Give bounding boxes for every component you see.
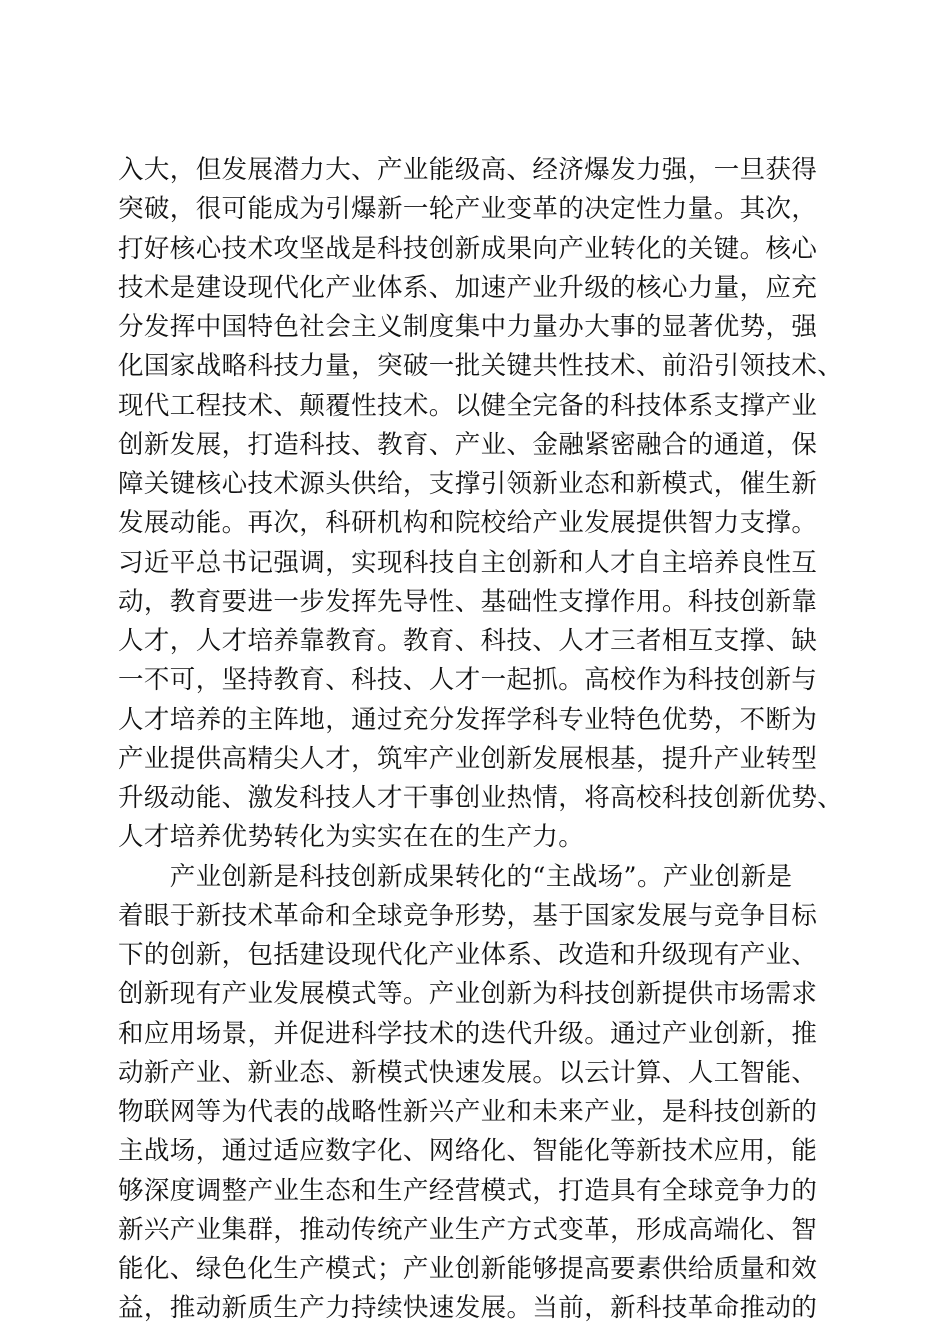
text-line: 化国家战略科技力量，突破一批关键共性技术、前沿引领技术、: [118, 351, 844, 382]
text-line: 习近平总书记强调，实现科技自主创新和人才自主培养良性互: [118, 547, 818, 578]
text-line: 创新发展，打造科技、教育、产业、金融紧密融合的通道，保: [118, 429, 818, 460]
text-line: 一不可，坚持教育、科技、人才一起抓。高校作为科技创新与: [118, 665, 818, 696]
text-line: 主战场，通过适应数字化、网络化、智能化等新技术应用，能: [118, 1136, 818, 1167]
text-line: 人才培养优势转化为实实在在的生产力。: [118, 822, 585, 853]
text-line: 现代工程技术、颠覆性技术。以健全完备的科技体系支撑产业: [118, 390, 818, 421]
text-line: 和应用场景，并促进科学技术的迭代升级。通过产业创新，推: [118, 1018, 818, 1049]
text-line: 物联网等为代表的战略性新兴产业和未来产业，是科技创新的: [118, 1097, 818, 1127]
text-line: 入大，但发展潜力大、产业能级高、经济爆发力强，一旦获得: [118, 155, 818, 185]
body-text: [118, 151, 844, 1329]
paragraph-2: [118, 858, 838, 1329]
text-line: 益，推动新质生产力持续快速发展。当前，新科技革命推动的: [118, 1293, 818, 1324]
text-line: 技术是建设现代化产业体系、加速产业升级的核心力量，应充: [118, 272, 818, 303]
text-line: 够深度调整产业生态和生产经营模式，打造具有全球竞争力的: [118, 1175, 818, 1206]
text-line: 突破，很可能成为引爆新一轮产业变革的决定性力量。其次，: [118, 194, 818, 225]
text-line: 人才培养的主阵地，通过充分发挥学科专业特色优势，不断为: [118, 704, 818, 735]
text-line: 创新现有产业发展模式等。产业创新为科技创新提供市场需求: [118, 979, 818, 1010]
text-line: 产业提供高精尖人才，筑牢产业创新发展根基，提升产业转型: [118, 743, 818, 774]
text-line: 升级动能、激发科技人才干事创业热情，将高校科技创新优势、: [118, 783, 844, 813]
text-line: 新兴产业集群，推动传统产业生产方式变革，形成高端化、智: [118, 1214, 818, 1245]
text-line: 打好核心技术攻坚战是科技创新成果向产业转化的关键。核心: [118, 233, 818, 264]
text-line: 着眼于新技术革命和全球竞争形势，基于国家发展与竞争目标: [118, 900, 818, 931]
text-line: 动，教育要进一步发挥先导性、基础性支撑作用。科技创新靠: [118, 586, 818, 617]
text-line: 发展动能。再次，科研机构和院校给产业发展提供智力支撑。: [118, 508, 818, 539]
text-line: 障关键核心技术源头供给，支撑引领新业态和新模式，催生新: [118, 469, 818, 499]
text-line: 下的创新，包括建设现代化产业体系、改造和升级现有产业、: [118, 940, 818, 970]
text-line: 产业创新是科技创新成果转化的“主战场”。产业创新是: [118, 861, 793, 892]
text-line: 分发挥中国特色社会主义制度集中力量办大事的显著优势，强: [118, 312, 818, 342]
text-line: 人才，人才培养靠教育。教育、科技、人才三者相互支撑、缺: [118, 626, 818, 656]
paragraph-1: [118, 151, 844, 858]
text-line: 能化、绿色化生产模式；产业创新能够提高要素供给质量和效: [118, 1254, 818, 1284]
text-line: 动新产业、新业态、新模式快速发展。以云计算、人工智能、: [118, 1057, 818, 1088]
